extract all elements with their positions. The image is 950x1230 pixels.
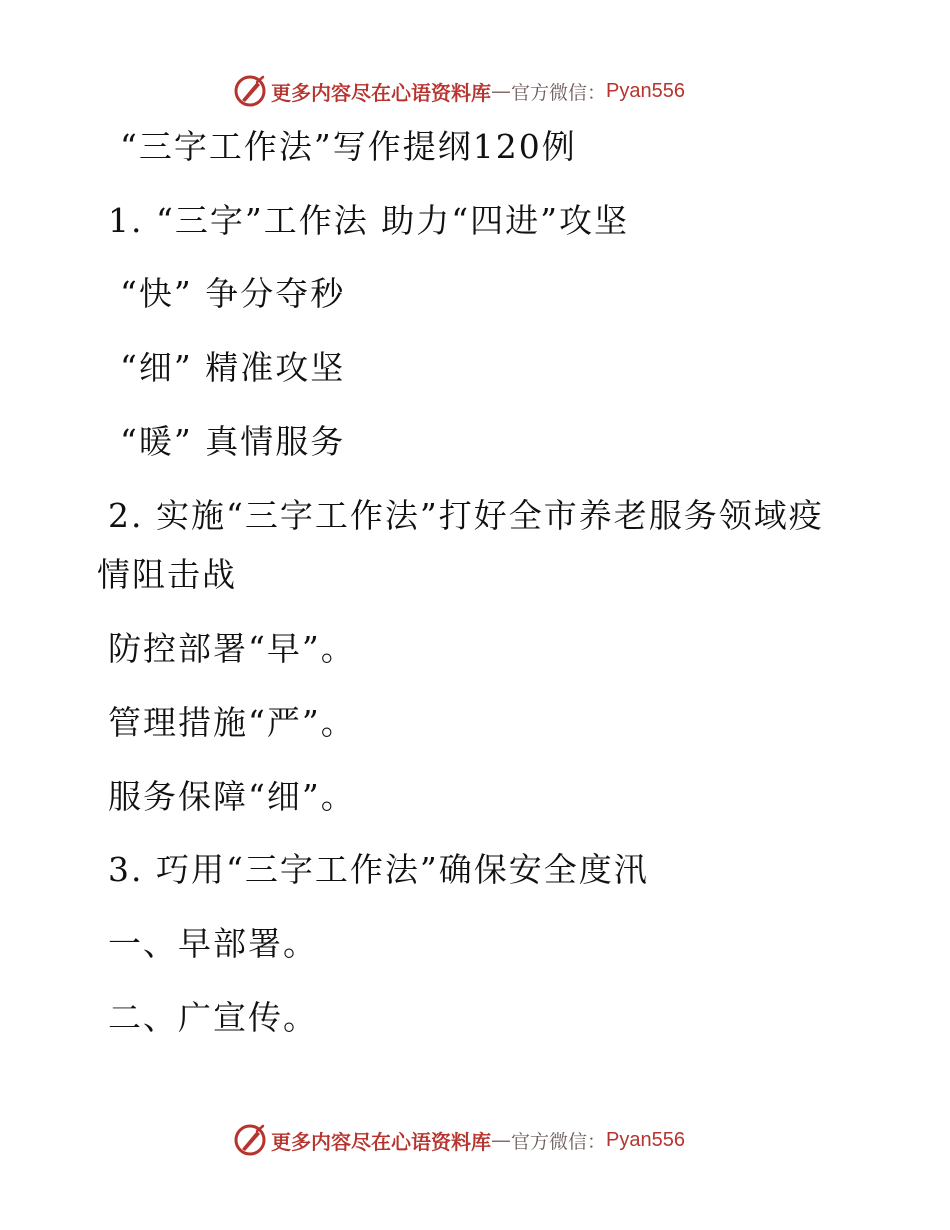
watermark-site-name: 更多内容尽在心语资料库	[271, 1129, 491, 1154]
quill-logo-icon	[233, 74, 267, 108]
watermark-dash: —	[491, 79, 511, 103]
watermark-wechat-id: Pyan556	[606, 1128, 685, 1151]
watermark-wechat-label: 官方微信：	[511, 81, 607, 104]
watermark-wechat-label: 官方微信：	[511, 1130, 607, 1153]
watermark-dash: —	[491, 1128, 511, 1152]
document-title: “三字工作法”写作提纲120例	[120, 127, 577, 166]
watermark-site-name: 更多内容尽在心语资料库	[271, 80, 491, 105]
outline-heading-3: 3. 巧用“三字工作法”确保安全度汛	[108, 850, 649, 889]
footer-watermark	[233, 1123, 685, 1157]
outline-heading-2-continued: 情阻击战	[97, 555, 237, 594]
outline-item: 服务保障“细”。	[108, 777, 356, 816]
outline-item: “快” 争分夺秒	[120, 274, 346, 313]
outline-item: 防控部署“早”。	[108, 629, 356, 668]
outline-item: 管理措施“严”。	[108, 703, 356, 742]
outline-item: “细” 精准攻坚	[120, 348, 346, 387]
header-watermark	[233, 74, 685, 108]
outline-item: 一、早部署。	[108, 924, 318, 963]
outline-item: “暖” 真情服务	[120, 422, 346, 461]
outline-heading-2: 2. 实施“三字工作法”打好全市养老服务领域疫	[108, 496, 824, 535]
outline-item: 二、广宣传。	[108, 998, 318, 1037]
outline-heading-1: 1. “三字”工作法 助力“四进”攻坚	[108, 201, 629, 240]
watermark-wechat-id: Pyan556	[606, 79, 685, 102]
quill-logo-icon	[233, 1123, 267, 1157]
